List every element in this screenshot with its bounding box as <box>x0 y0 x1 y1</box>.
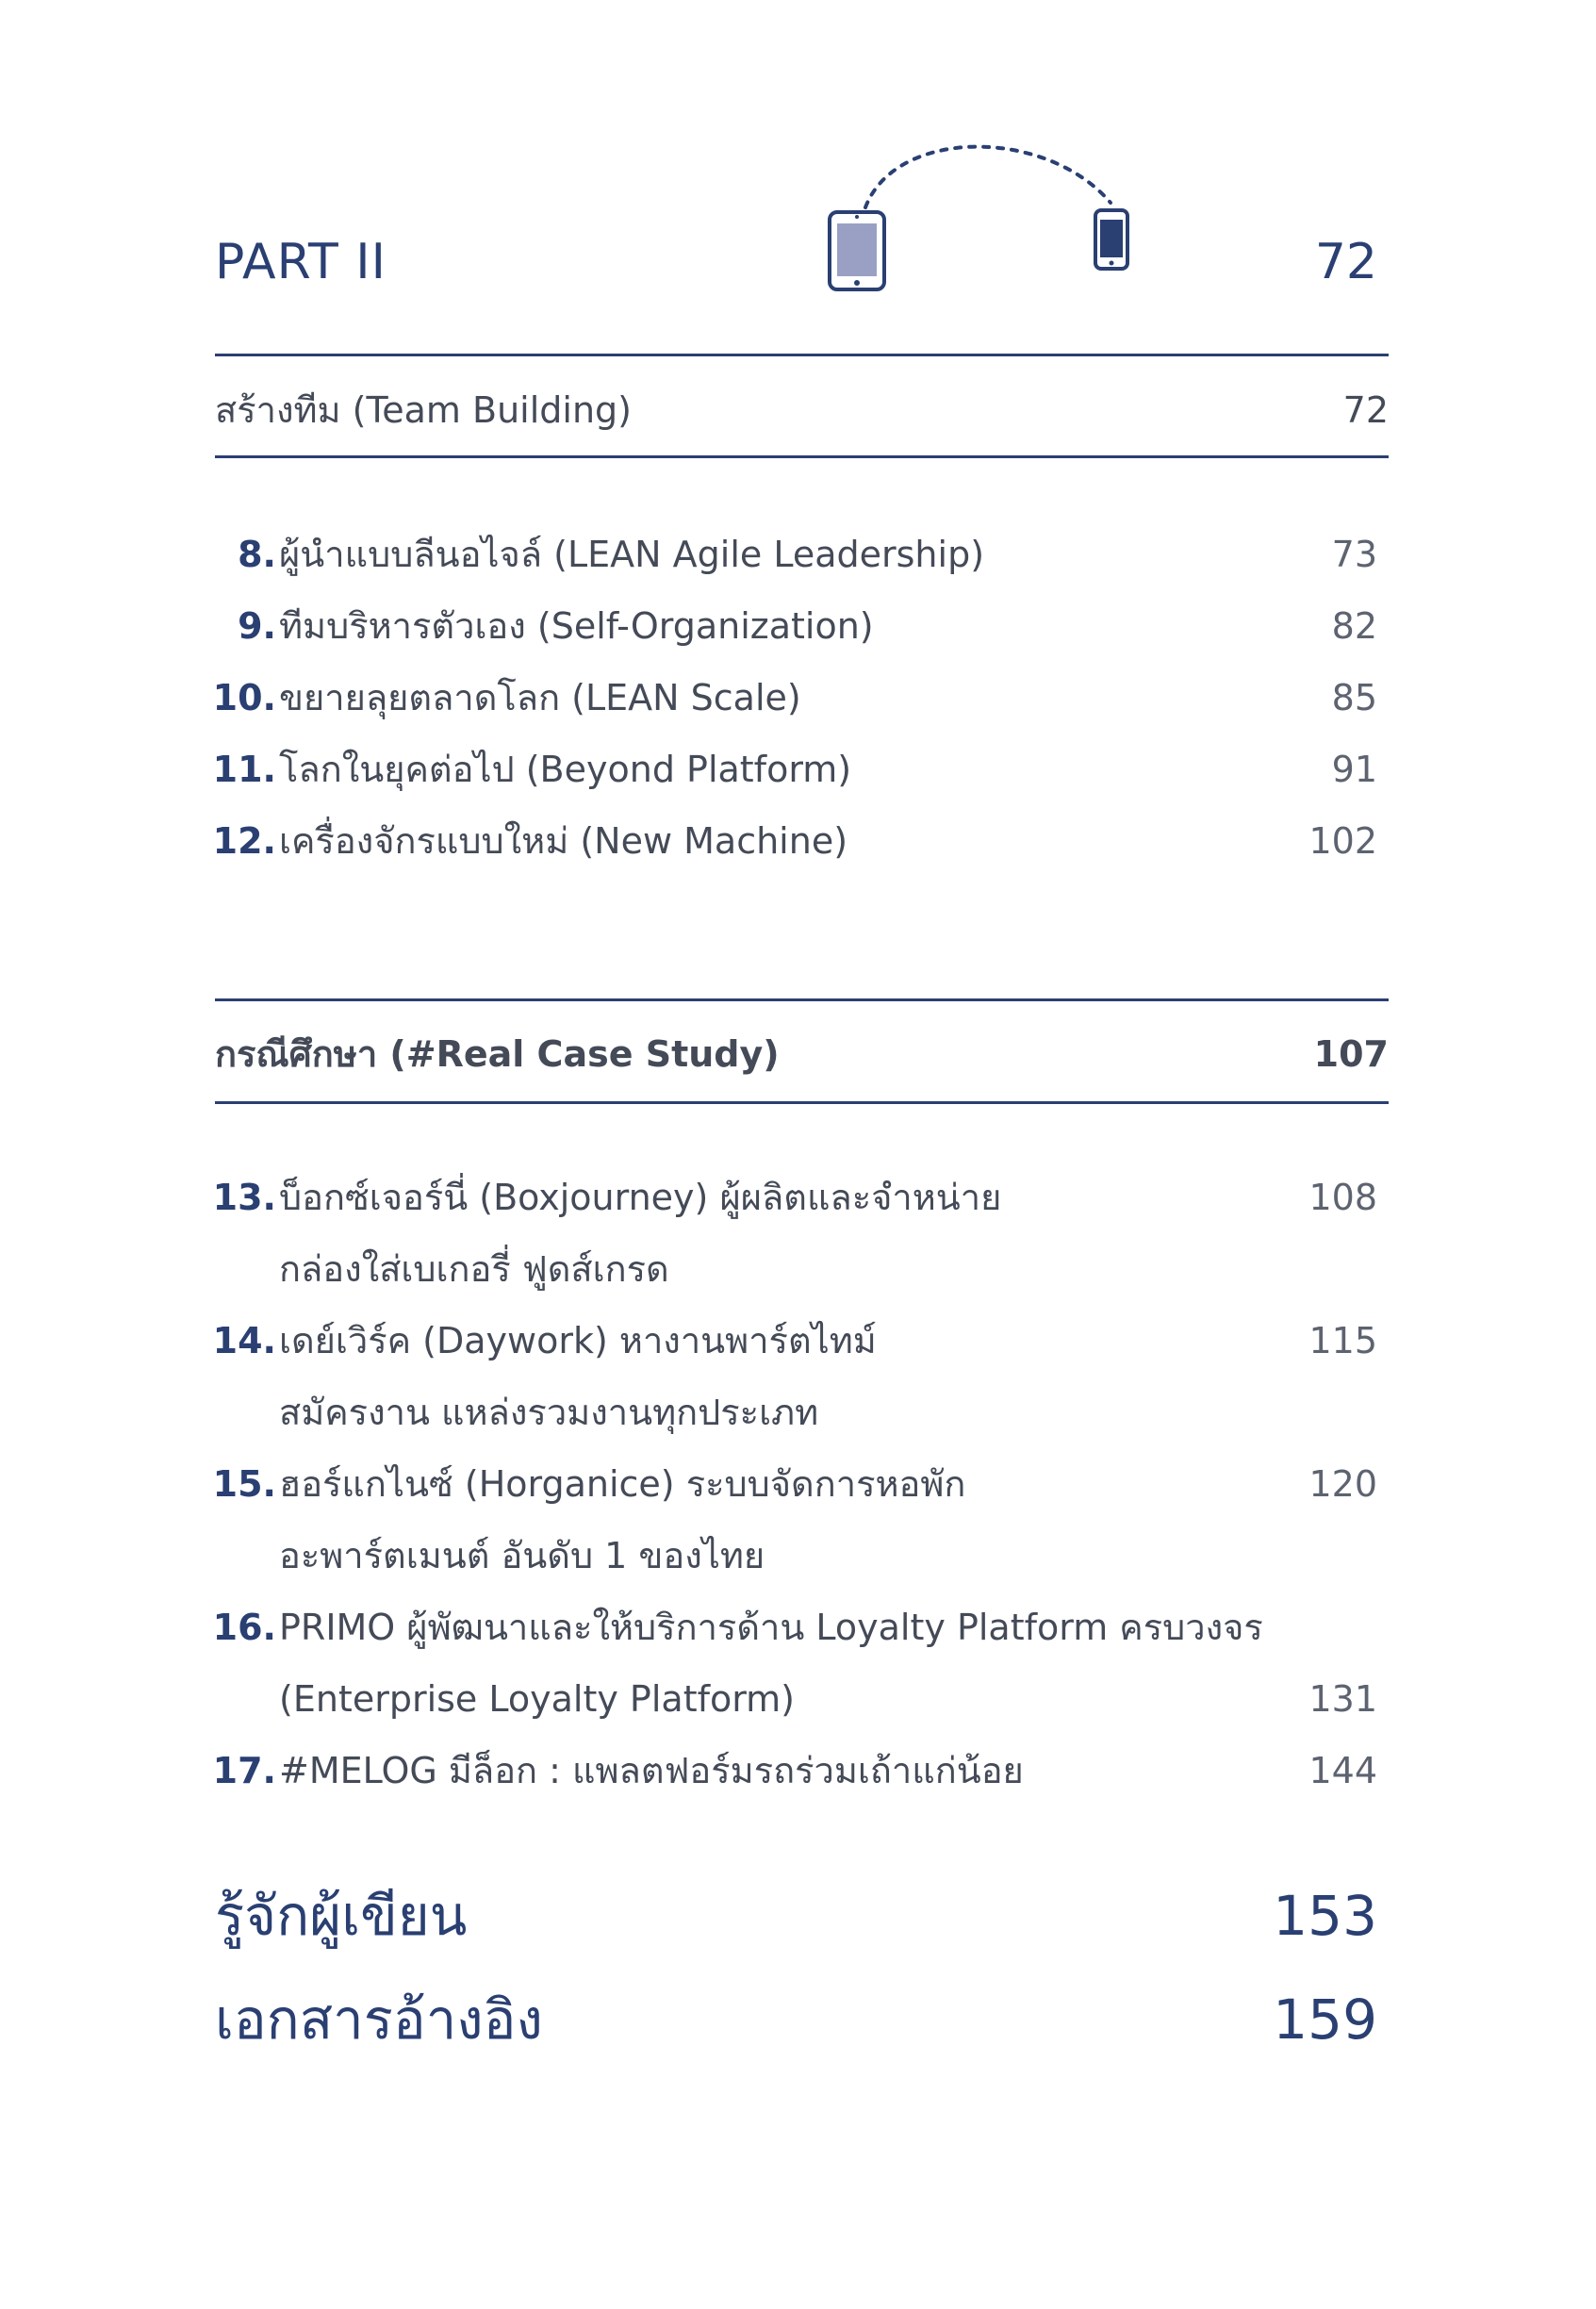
entry-page-number: 73 <box>1331 534 1377 575</box>
toc-entry[interactable] <box>215 590 1389 662</box>
entry-page-number: 85 <box>1331 677 1377 718</box>
back-matter-title[interactable]: รู้จักผู้เขียน <box>215 1884 468 1948</box>
section-divider <box>215 455 1389 458</box>
entry-number: 14. <box>212 1320 276 1361</box>
tablet-icon <box>830 212 884 289</box>
entry-page-number: 82 <box>1331 605 1377 647</box>
entry-number: 8. <box>238 534 276 575</box>
toc-entry[interactable] <box>212 1448 1389 1592</box>
toc-entry[interactable] <box>212 1162 1389 1305</box>
section-page-number: 72 <box>1342 389 1389 431</box>
entry-page-number: 102 <box>1308 820 1377 862</box>
entry-title: ขยายลุยตลาดโลก (LEAN Scale) <box>279 677 801 718</box>
section-title: กรณีศึกษา (#Real Case Study) <box>215 1033 780 1075</box>
entry-title: ทีมบริหารตัวเอง (Self-Organization) <box>279 605 874 647</box>
section-divider <box>215 998 1389 1001</box>
entry-number: 9. <box>238 605 276 647</box>
toc-entry[interactable] <box>212 1592 1389 1735</box>
entry-number: 17. <box>212 1750 276 1791</box>
back-matter-page-number: 159 <box>1273 1987 1377 2052</box>
entry-number: 12. <box>212 820 276 862</box>
toc-entry[interactable] <box>215 519 1389 590</box>
toc-entry[interactable] <box>212 805 1389 877</box>
entry-number: 13. <box>212 1177 276 1218</box>
entry-title: #MELOG มีล็อก : แพลตฟอร์มรถร่วมเถ้าแก่น้อย <box>279 1750 1024 1791</box>
entry-title: เดย์เวิร์ค (Daywork) หางานพาร์ตไทม์ <box>279 1320 877 1361</box>
entry-title-continued: (Enterprise Loyalty Platform) <box>279 1678 796 1720</box>
back-matter-page-number: 153 <box>1273 1884 1377 1948</box>
phone-icon <box>1095 210 1127 269</box>
section-divider <box>215 1101 1389 1104</box>
part-title: PART II <box>215 234 387 290</box>
dotted-arc-icon <box>865 147 1111 207</box>
entry-title-continued: อะพาร์ตเมนต์ อันดับ 1 ของไทย <box>279 1535 765 1576</box>
entry-title: บ็อกซ์เจอร์นี่ (Boxjourney) ผู้ผลิตและจำหน่าย <box>279 1177 1002 1218</box>
devices-illustration <box>811 118 1131 297</box>
entry-number: 10. <box>212 677 276 718</box>
entry-number: 11. <box>212 749 276 790</box>
entry-page-number: 108 <box>1308 1177 1377 1218</box>
entry-title: โลกในยุคต่อไป (Beyond Platform) <box>279 749 852 790</box>
part-page-number: 72 <box>1314 234 1377 290</box>
entry-page-number: 131 <box>1308 1678 1377 1720</box>
entry-title-continued: กล่องใส่เบเกอรี่ ฟูดส์เกรด <box>279 1248 669 1290</box>
section-page-number: 107 <box>1313 1033 1389 1075</box>
toc-entry[interactable] <box>212 734 1389 805</box>
entry-title-continued: สมัครงาน แหล่งรวมงานทุกประเภท <box>279 1392 819 1433</box>
entry-title: เครื่องจักรแบบใหม่ (New Machine) <box>279 820 848 862</box>
entry-title: ผู้นำแบบลีนอไจล์ (LEAN Agile Leadership) <box>279 534 985 575</box>
toc-entry[interactable] <box>212 1305 1389 1448</box>
entry-page-number: 91 <box>1331 749 1377 790</box>
entry-title: PRIMO ผู้พัฒนาและให้บริการด้าน Loyalty Platform ครบวงจร <box>279 1607 1263 1648</box>
entry-title: ฮอร์แกไนซ์ (Horganice) ระบบจัดการหอพัก <box>279 1463 966 1505</box>
entry-number: 15. <box>212 1463 276 1505</box>
entry-number: 16. <box>212 1607 276 1648</box>
section-divider <box>215 354 1389 356</box>
section-title: สร้างทีม (Team Building) <box>215 389 632 431</box>
toc-entry[interactable] <box>212 1735 1389 1806</box>
entry-page-number: 115 <box>1308 1320 1377 1361</box>
toc-entry[interactable] <box>212 662 1389 734</box>
back-matter-title[interactable]: เอกสารอ้างอิง <box>215 1987 543 2052</box>
entry-page-number: 144 <box>1308 1750 1377 1791</box>
entry-page-number: 120 <box>1308 1463 1377 1505</box>
